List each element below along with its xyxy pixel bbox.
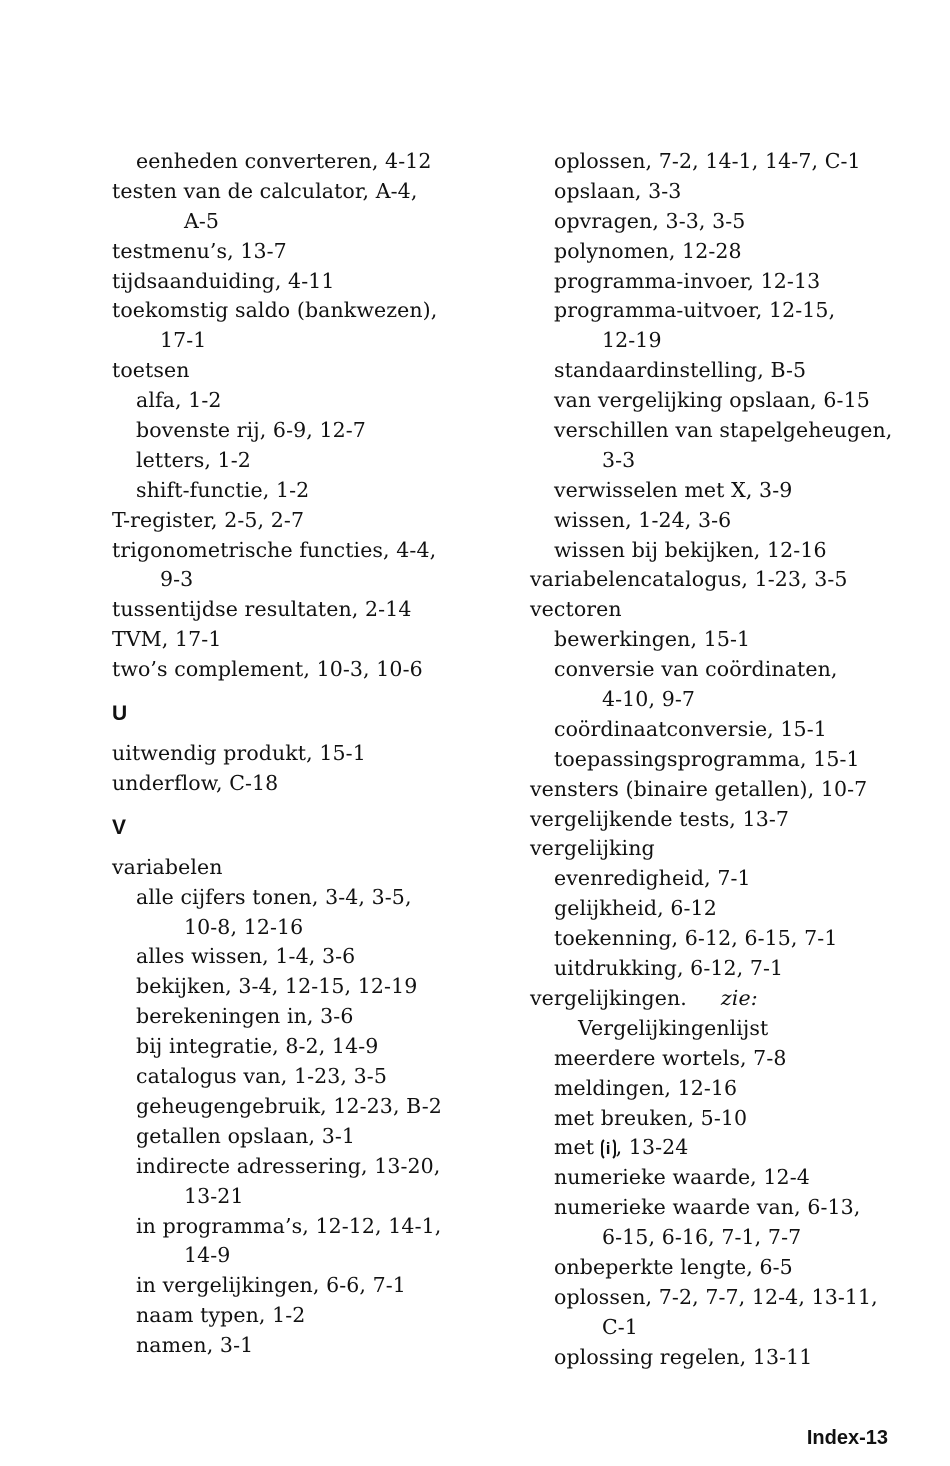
- index-subentry: uitdrukking, 6-12, 7-1: [554, 956, 784, 981]
- index-entry: eenheden converteren, 4-12: [136, 149, 432, 173]
- page-number: Index-13: [806, 1427, 888, 1449]
- index-subentry-continuation: 13-21: [184, 1183, 244, 1208]
- index-entry: vensters (binaire getallen), 10-7: [530, 776, 868, 801]
- index-subentry: opvragen, 3-3, 3-5: [554, 208, 746, 233]
- index-subentry-continuation: C-1: [602, 1314, 638, 1339]
- index-entry: vectoren: [530, 597, 622, 622]
- index-entry: underflow, C-18: [112, 770, 279, 795]
- index-subentry: letters, 1-2: [136, 447, 251, 472]
- see-word: zie:: [720, 985, 758, 1010]
- index-entry: variabelen: [112, 854, 223, 879]
- index-subentry: onbeperkte lengte, 6-5: [554, 1254, 793, 1279]
- index-subentry: geheugengebruik, 12-23, B-2: [136, 1093, 442, 1118]
- index-subentry: standaardinstelling, B-5: [554, 358, 807, 383]
- index-subentry: getallen opslaan, 3-1: [136, 1123, 356, 1148]
- index-entry: trigonometrische functies, 4-4,: [112, 537, 437, 562]
- index-entry: tussentijdse resultaten, 2-14: [112, 597, 412, 622]
- index-subentry-continuation: 3-3: [602, 447, 636, 472]
- index-subentry: numerieke waarde, 12-4: [554, 1165, 810, 1190]
- index-subentry: catalogus van, 1-23, 3-5: [136, 1064, 387, 1089]
- index-subentry: polynomen, 12-28: [554, 238, 742, 263]
- index-subentry: wissen bij bekijken, 12-16: [554, 537, 827, 562]
- section-header-v: V: [112, 815, 127, 839]
- index-subentry: verschillen van stapelgeheugen,: [554, 418, 893, 443]
- index-subentry: alles wissen, 1-4, 3-6: [136, 944, 356, 969]
- index-subentry: opslaan, 3-3: [554, 178, 682, 203]
- index-entry: toekomstig saldo (bankwezen),: [112, 298, 438, 323]
- index-subentry: verwisselen met X, 3-9: [554, 477, 793, 502]
- index-entry-continuation: A-5: [184, 208, 220, 233]
- index-subentry: programma-invoer, 12-13: [554, 268, 821, 293]
- index-subentry: in programma’s, 12-12, 14-1,: [136, 1213, 442, 1238]
- index-subentry: bewerkingen, 15-1: [554, 627, 751, 652]
- index-subentry: evenredigheid, 7-1: [554, 866, 751, 891]
- index-subentry: alle cijfers tonen, 3-4, 3-5,: [136, 884, 412, 909]
- index-subentry: alfa, 1-2: [136, 388, 222, 413]
- index-subentry: programma-uitvoer, 12-15,: [554, 298, 836, 323]
- index-entry: testmenu’s, 13-7: [112, 238, 287, 263]
- index-subentry-continuation: 4-10, 9-7: [602, 687, 695, 712]
- index-entry-continuation: 9-3: [160, 567, 194, 592]
- index-subentry: meldingen, 12-16: [554, 1075, 738, 1100]
- index-subentry: conversie van coördinaten,: [554, 657, 838, 682]
- index-subentry: toekenning, 6-12, 6-15, 7-1: [554, 926, 838, 951]
- section-header-u: U: [112, 702, 128, 726]
- index-subentry: oplossen, 7-2, 7-7, 12-4, 13-11,: [554, 1284, 878, 1309]
- index-entry: two’s complement, 10-3, 10-6: [112, 657, 423, 682]
- index-subentry: in vergelijkingen, 6-6, 7-1: [136, 1273, 406, 1298]
- index-entry: toetsen: [112, 358, 190, 383]
- index-entry-continuation: 17-1: [160, 328, 207, 353]
- index-column-left: [112, 147, 512, 1361]
- index-subentry: bekijken, 3-4, 12-15, 12-19: [136, 974, 418, 999]
- index-subentry: meerdere wortels, 7-8: [554, 1045, 787, 1070]
- index-entry-see-reference: [530, 984, 940, 1014]
- index-see-target: Vergelijkingenlijst: [578, 1015, 769, 1040]
- i-key-icon: i: [601, 1137, 616, 1161]
- index-subentry: oplossen, 7-2, 14-1, 14-7, C-1: [554, 149, 861, 173]
- index-entry: variabelencatalogus, 1-23, 3-5: [530, 567, 848, 592]
- index-subentry: gelijkheid, 6-12: [554, 896, 717, 921]
- see-term: vergelijkingen.: [530, 985, 687, 1010]
- index-subentry: toepassingsprogramma, 15-1: [554, 746, 860, 771]
- index-subentry-with-key: [530, 1133, 940, 1163]
- index-subentry: wissen, 1-24, 3-6: [554, 507, 732, 532]
- index-subentry: oplossing regelen, 13-11: [554, 1344, 813, 1369]
- index-subentry: van vergelijking opslaan, 6-15: [554, 388, 870, 413]
- index-entry: uitwendig produkt, 15-1: [112, 741, 366, 766]
- index-subentry: bovenste rij, 6-9, 12-7: [136, 418, 366, 443]
- index-subentry: bij integratie, 8-2, 14-9: [136, 1034, 379, 1059]
- index-subentry-continuation: 10-8, 12-16: [184, 914, 304, 939]
- index-subentry: berekeningen in, 3-6: [136, 1004, 354, 1029]
- index-entry: vergelijkende tests, 13-7: [530, 806, 789, 831]
- index-subentry: coördinaatconversie, 15-1: [554, 716, 827, 741]
- index-subentry: met breuken, 5-10: [554, 1105, 748, 1130]
- index-subentry: shift-functie, 1-2: [136, 477, 310, 502]
- index-subentry: namen, 3-1: [136, 1333, 254, 1358]
- index-subentry: naam typen, 1-2: [136, 1303, 306, 1328]
- index-entry: vergelijking: [530, 836, 655, 861]
- index-subentry-continuation: 14-9: [184, 1243, 231, 1268]
- index-column-right: [530, 147, 940, 1373]
- index-entry: TVM, 17-1: [112, 627, 222, 652]
- index-subentry-continuation: 12-19: [602, 328, 662, 353]
- index-subentry: numerieke waarde van, 6-13,: [554, 1195, 861, 1220]
- index-subentry-continuation: 6-15, 6-16, 7-1, 7-7: [602, 1225, 802, 1250]
- index-entry: testen van de calculator, A-4,: [112, 178, 418, 203]
- key-suffix: , 13-24: [615, 1135, 689, 1160]
- index-entry: T-register, 2-5, 2-7: [112, 507, 305, 532]
- index-entry: tijdsaanduiding, 4-11: [112, 268, 335, 293]
- index-subentry: indirecte adressering, 13-20,: [136, 1153, 441, 1178]
- key-prefix: met: [554, 1135, 595, 1160]
